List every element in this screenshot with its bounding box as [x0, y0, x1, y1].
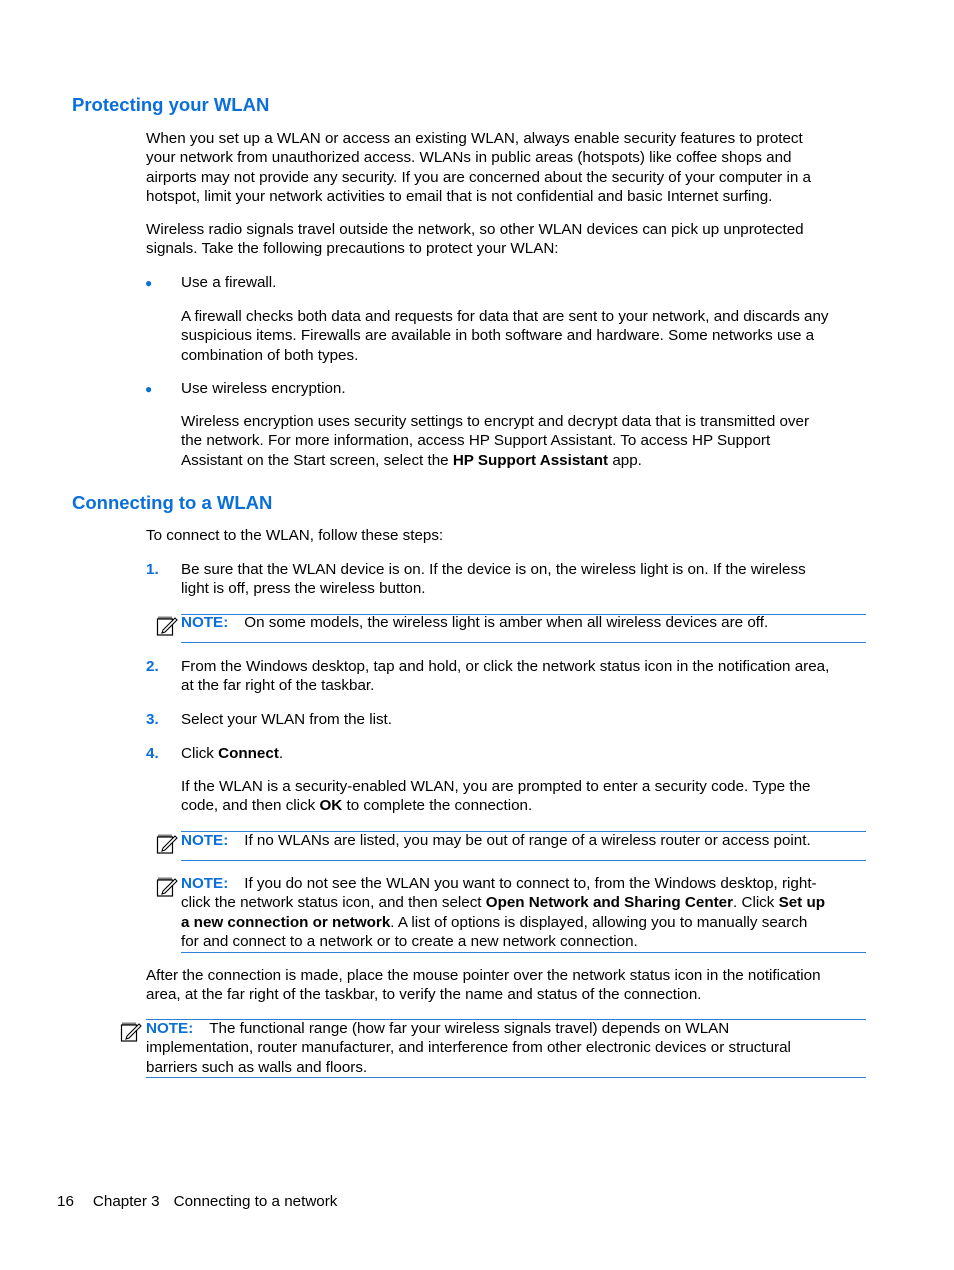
text-run: . — [278, 745, 284, 762]
step-4-text — [181, 744, 283, 763]
text-line — [181, 893, 825, 912]
step-number-4: 4. — [146, 745, 159, 762]
note-label: NOTE: — [181, 614, 229, 631]
text-line: implementation, router manufacturer, and interference from other electronic devices or structural — [146, 1039, 791, 1057]
text-run: Assistant on the Start screen, select the — [181, 451, 453, 469]
bullet-marker: ● — [145, 382, 153, 396]
note-bottom-rule — [146, 1077, 866, 1078]
paragraph-after-connection — [146, 966, 821, 1005]
note-2 — [181, 831, 811, 850]
text-run: to complete the connection. — [342, 797, 533, 815]
chapter-title: Connecting to a network — [173, 1193, 338, 1210]
text-line: at the far right of the taskbar. — [181, 677, 375, 695]
note-icon — [156, 615, 178, 637]
text-line — [181, 451, 809, 470]
bullet-marker: ● — [145, 276, 153, 290]
text-run: . A list of options is displayed, allowing you to manually search — [390, 913, 808, 931]
text-line: When you set up a WLAN or access an existing WLAN, always enable security features to protect — [146, 130, 803, 147]
step-number-1: 1. — [146, 561, 159, 578]
text-run: If you do not see the WLAN you want to connect to, from the Windows desktop, right- — [244, 875, 817, 892]
text-run: code, and then click — [181, 797, 320, 815]
ok-emphasis: OK — [319, 797, 343, 815]
text-run: . Click — [733, 894, 779, 912]
text-run: The functional range (how far your wireless signals travel) depends on WLAN — [209, 1020, 730, 1037]
text-run: click the network status icon, and then select — [181, 894, 486, 912]
text-line — [181, 796, 810, 815]
text-line: light is off, press the wireless button. — [181, 580, 426, 598]
bullet-firewall-label: Use a firewall. — [181, 274, 277, 291]
bullet-encryption-label: Use wireless encryption. — [181, 380, 346, 397]
text-line — [146, 1019, 791, 1038]
text-line: combination of both types. — [181, 346, 359, 364]
paragraph-encryption — [181, 412, 809, 470]
step-1-text — [181, 560, 806, 599]
step-3-text: Select your WLAN from the list. — [181, 711, 393, 728]
text-line: Wireless encryption uses security settings to encrypt and decrypt data that is transmitted over — [181, 413, 810, 430]
new-connection-emphasis: a new connection or network — [181, 913, 391, 931]
text-line: the network. For more information, access HP Support Assistant. To access HP Support — [181, 432, 771, 450]
heading-connecting-wlan: Connecting to a WLAN — [72, 492, 273, 513]
text-line: barriers such as walls and floors. — [146, 1058, 368, 1076]
hp-support-assistant-emphasis: HP Support Assistant — [452, 451, 609, 469]
note-label: NOTE: — [181, 832, 229, 849]
chapter-label: Chapter 3 — [92, 1193, 160, 1210]
set-up-emphasis: Set up — [778, 894, 826, 912]
note-text: On some models, the wireless light is amber when all wireless devices are off. — [244, 614, 769, 631]
step-2-text — [181, 657, 829, 696]
text-run: app. — [608, 451, 642, 469]
text-run: Click — [181, 745, 219, 762]
note-1 — [181, 613, 768, 632]
text-line: A firewall checks both data and requests for data that are sent to your network, and discards any — [181, 308, 829, 325]
paragraph-security-intro — [146, 129, 811, 206]
page-footer — [57, 1192, 337, 1211]
text-line: suspicious items. Firewalls are available in both software and hardware. Some networks use a — [181, 327, 815, 345]
text-line: If the WLAN is a security-enabled WLAN, you are prompted to enter a security code. Type the — [181, 778, 811, 795]
text-line: From the Windows desktop, tap and hold, or click the network status icon in the notification area, — [181, 658, 830, 675]
note-icon — [156, 876, 178, 898]
paragraph-firewall — [181, 307, 829, 365]
text-line: Wireless radio signals travel outside the network, so other WLAN devices can pick up unprotected — [146, 221, 804, 238]
text-line: After the connection is made, place the mouse pointer over the network status icon in the notification — [146, 967, 821, 984]
step-4-detail — [181, 777, 810, 816]
text-line — [181, 913, 825, 932]
note-4 — [146, 1019, 791, 1077]
connect-emphasis: Connect — [218, 745, 279, 762]
text-line: airports may not provide any security. If you are concerned about the security of your computer in a — [146, 168, 811, 186]
note-label: NOTE: — [181, 875, 229, 892]
note-bottom-rule — [181, 952, 866, 953]
text-line: area, at the far right of the taskbar, to verify the name and status of the connection. — [146, 986, 702, 1004]
note-bottom-rule — [181, 642, 866, 643]
open-network-center-emphasis: Open Network and Sharing Center — [485, 894, 734, 912]
note-3 — [181, 874, 825, 951]
note-bottom-rule — [181, 860, 866, 861]
text-line: hotspot, limit your network activities to email that is not confidential and basic Internet surfing. — [146, 187, 773, 205]
note-icon — [156, 833, 178, 855]
text-line: Be sure that the WLAN device is on. If the device is on, the wireless light is on. If the wireless — [181, 561, 806, 578]
note-icon — [120, 1021, 142, 1043]
step-number-3: 3. — [146, 711, 159, 728]
step-number-2: 2. — [146, 658, 159, 675]
text-line: signals. Take the following precautions to protect your WLAN: — [146, 240, 559, 258]
note-label: NOTE: — [146, 1020, 194, 1037]
text-line: your network from unauthorized access. WLANs in public areas (hotspots) like coffee shops and — [146, 149, 792, 167]
heading-protecting-wlan: Protecting your WLAN — [72, 94, 270, 115]
paragraph-precautions — [146, 220, 804, 259]
text-line — [181, 874, 825, 893]
page-number: 16 — [57, 1193, 74, 1210]
note-text: If no WLANs are listed, you may be out of range of a wireless router or access point. — [244, 832, 811, 849]
paragraph-connect-intro: To connect to the WLAN, follow these steps: — [146, 527, 444, 544]
text-line: for and connect to a network or to create a new network connection. — [181, 932, 638, 950]
